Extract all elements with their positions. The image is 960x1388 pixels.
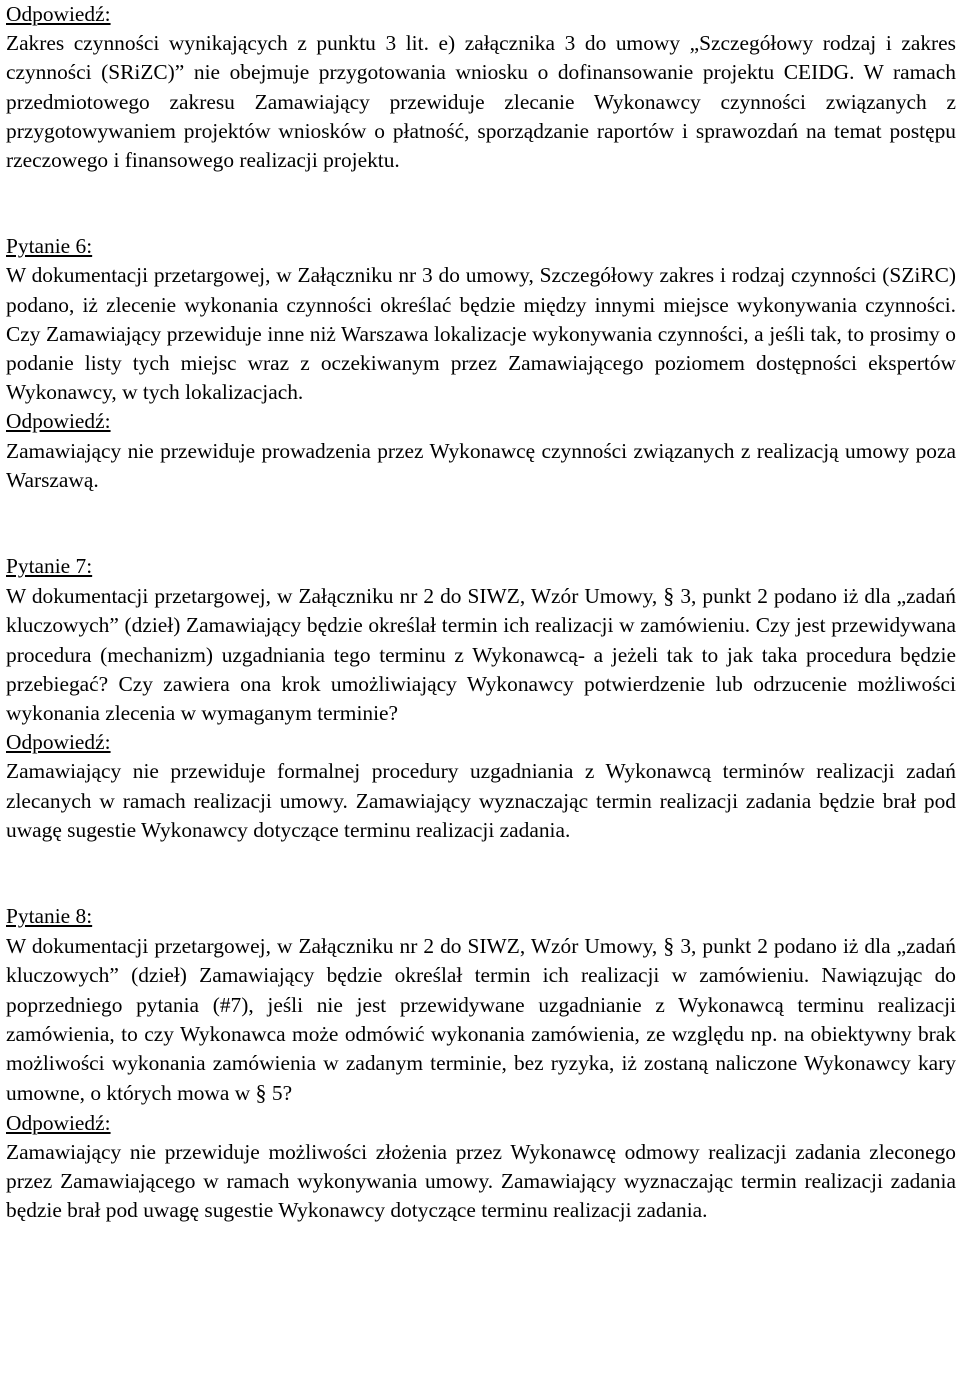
answer-label: Odpowiedź: xyxy=(6,730,111,755)
answer-label: Odpowiedź: xyxy=(6,2,111,26)
section-sign: § xyxy=(663,583,675,609)
question-8-block xyxy=(6,902,956,1225)
document-page xyxy=(6,0,956,1225)
section-sign: § xyxy=(663,933,675,959)
question-text xyxy=(6,581,956,728)
question-text-part: 5? xyxy=(271,1081,293,1106)
question-7-block xyxy=(6,552,956,845)
answer-label: Odpowiedź: xyxy=(6,1110,111,1135)
answer-text: Zakres czynności wynikających z punktu 3 lit. e) załącznika 3 do umowy „Szczegółowy rodzaj i zakres czynności (SRiZC)” nie obejmuje przygotowania wniosku o dofinansowanie projektu CEIDG. W ramach przedmiotowego zakresu Zamawiający przewiduje zlecanie Wykonawcy czynności związanych z przygotowywaniem projektów wniosków o płatność, sporządzanie raportów i sprawozdań na temat postępu rzeczowego i finansowego realizacji projektu. xyxy=(6,31,956,173)
question-text-part: W dokumentacji przetargowej, w Załączniku nr 2 do SIWZ, Wzór Umowy, xyxy=(6,934,658,959)
spacer xyxy=(6,175,956,232)
question-text-part: 3, punkt 2 podano iż dla „zadań kluczowych” (dzieł) Zamawiający będzie określał termin ich realizacji w zamówieniu. Nawiązując do poprzedniego pytania (#7), jeśli nie jest przewidywane uzgadnianie z Wykonawcą terminu realizacji zamówienia, to czy Wykonawca może odmówić wykonania zamówienia, ze względu np. na obiektywny brak możliwości wykonania zamówienia w zadanym terminie, bez ryzyka, iż zostaną naliczone Wykonawcy kary umowne, o których mowa w xyxy=(6,934,956,1106)
section-sign: § xyxy=(255,1080,267,1106)
answer-text: Zamawiający nie przewiduje prowadzenia przez Wykonawcę czynności związanych z realizacją umowy poza Warszawą. xyxy=(6,438,956,492)
answer-text: Zamawiający nie przewiduje możliwości złożenia przez Wykonawcę odmowy realizacji zadania zleconego przez Zamawiającego w ramach wykonywania umowy. Zamawiający wyznaczając termin realizacji zadania będzie brał pod uwagę sugestie Wykonawcy dotyczące terminu realizacji zadania. xyxy=(6,1139,956,1223)
top-answer-block xyxy=(6,0,956,175)
spacer xyxy=(6,845,956,902)
question-6-block xyxy=(6,232,956,495)
question-text-part: W dokumentacji przetargowej, w Załączniku nr 2 do SIWZ, Wzór Umowy, xyxy=(6,584,658,609)
answer-text: Zamawiający nie przewiduje formalnej procedury uzgadniania z Wykonawcą terminów realizacji zadań zlecanych w ramach realizacji umowy. Zamawiający wyznaczając termin realizacji zadania będzie brał pod uwagę sugestie Wykonawcy dotyczące terminu realizacji zadania. xyxy=(6,759,956,842)
spacer xyxy=(6,495,956,552)
question-text-part: 3, punkt 2 podano iż dla „zadań kluczowych” (dzieł) Zamawiający będzie określał termin ich realizacji w zamówieniu. Czy jest przewidywana procedura (mechanizm) uzgadniania tego terminu z Wykonawcą- a jeżeli tak to jak taka procedura będzie przebiegać? Czy zawiera ona krok umożliwiający Wykonawcy potwierdzenie lub odrzucenie możliwości wykonania zlecenia w wymaganym terminie? xyxy=(6,584,956,726)
answer-label: Odpowiedź: xyxy=(6,409,111,434)
question-text xyxy=(6,931,956,1108)
question-label: Pytanie 8: xyxy=(6,904,93,929)
question-label: Pytanie 7: xyxy=(6,554,93,579)
question-label: Pytanie 6: xyxy=(6,234,93,259)
question-text: W dokumentacji przetargowej, w Załączniku nr 3 do umowy, Szczegółowy zakres i rodzaj czynności (SZiRC) podano, iż zlecenie wykonania czynności określać będzie między innymi miejsce wykonywania czynności. Czy Zamawiający przewiduje inne niż Warszawa lokalizacje wykonywania czynności, a jeśli tak, to prosimy o podanie listy tych miejsc wraz z oczekiwanym przez Zamawiającego poziomem dostępności ekspertów Wykonawcy, w tych lokalizacjach. xyxy=(6,263,956,405)
